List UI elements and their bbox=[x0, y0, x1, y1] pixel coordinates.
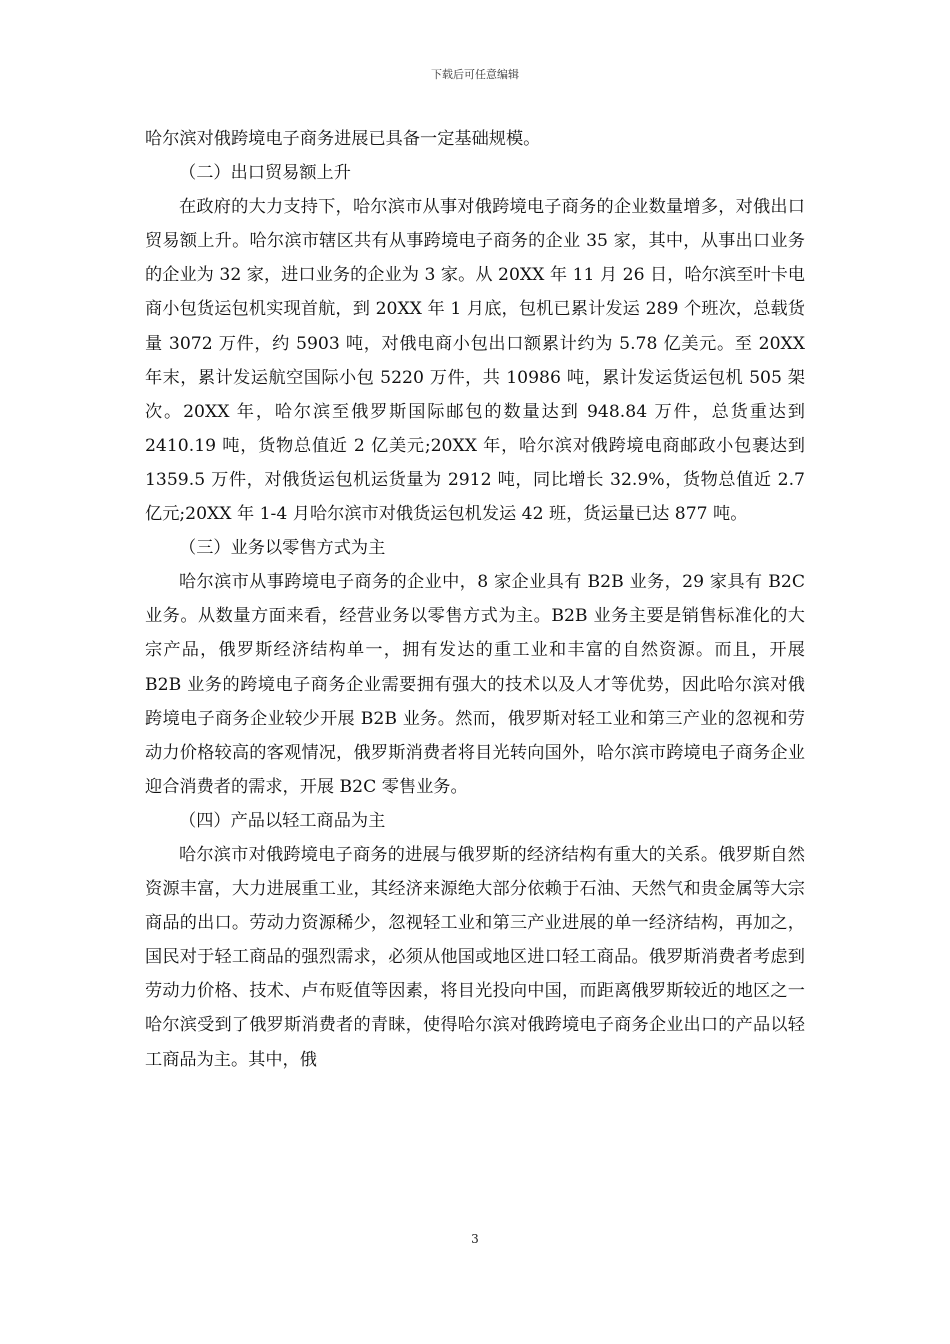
paragraph-retail-business: 哈尔滨市从事跨境电子商务的企业中，8 家企业具有 B2B 业务，29 家具有 B2C 业务。从数量方面来看，经营业务以零售方式为主。B2B 业务主要是销售标准化的大宗产品，俄罗斯经济结构单一，拥有发达的重工业和丰富的自然资源。而且，开展 B2B 业务的跨境电子商务企业需要拥有强大的技术以及人才等优势，因此哈尔滨对俄跨境电子商务企业较少开展 B2B 业务。然而，俄罗斯对轻工业和第三产业的忽视和劳动力价格较高的客观情况，俄罗斯消费者将目光转向国外，哈尔滨市跨境电子商务企业迎合消费者的需求，开展 B2C 零售业务。 bbox=[145, 572, 805, 797]
section-heading-light-industry: （四）产品以轻工商品为主 bbox=[179, 810, 386, 831]
paragraph-export-growth: 在政府的大力支持下，哈尔滨市从事对俄跨境电子商务的企业数量增多，对俄出口贸易额上升。哈尔滨市辖区共有从事跨境电子商务的企业 35 家，其中，从事出口业务的企业为 32 家，进口业务的企业为 3 家。从 20XX 年 11 月 26 日，哈尔滨至叶卡电商小包货运包机实现首航，到 20XX 年 1 月底，包机已累计发运 289 个班次，总载货量 3072 万件，约 5903 吨，对俄电商小包出口额累计约为 5.78 亿美元。至 20XX 年末，累计发运航空国际小包 5220 万件，共 10986 吨，累计发运货运包机 505 架次。20XX 年，哈尔滨至俄罗斯国际邮包的数量达到 948.84 万件，总货重达到 2410.19 吨，货物总值近 2 亿美元;20XX 年，哈尔滨对俄跨境电商邮政小包裹达到 1359.5 万件，对俄货运包机运货量为 2912 吨，同比增长 32.9%，货物总值近 2.7 亿元;20XX 年 1-4 月哈尔滨市对俄货运包机发运 42 班，货运量已达 877 吨。 bbox=[145, 197, 805, 525]
paragraph-light-industry: 哈尔滨市对俄跨境电子商务的进展与俄罗斯的经济结构有重大的关系。俄罗斯自然资源丰富，大力进展重工业，其经济来源绝大部分依赖于石油、天然气和贵金属等大宗商品的出口。劳动力资源稀少，忽视轻工业和第三产业进展的单一经济结构，再加之，国民对于轻工商品的强烈需求，必须从他国或地区进口轻工商品。俄罗斯消费者考虑到劳动力价格、技术、卢布贬值等因素，将目光投向中国，而距离俄罗斯较近的地区之一哈尔滨受到了俄罗斯消费者的青睐，使得哈尔滨对俄跨境电子商务企业出口的产品以轻工商品为主。其中，俄 bbox=[145, 844, 805, 1070]
section-heading-export-growth: （二）出口贸易额上升 bbox=[179, 163, 351, 184]
paragraph-continuation: 哈尔滨对俄跨境电子商务进展已具备一定基础规模。 bbox=[145, 129, 541, 149]
section-heading-retail-business: （三）业务以零售方式为主 bbox=[179, 538, 386, 559]
page-number: 3 bbox=[471, 1232, 479, 1246]
page-header: 下载后可任意编辑 bbox=[431, 68, 519, 81]
document-body bbox=[145, 122, 805, 1077]
